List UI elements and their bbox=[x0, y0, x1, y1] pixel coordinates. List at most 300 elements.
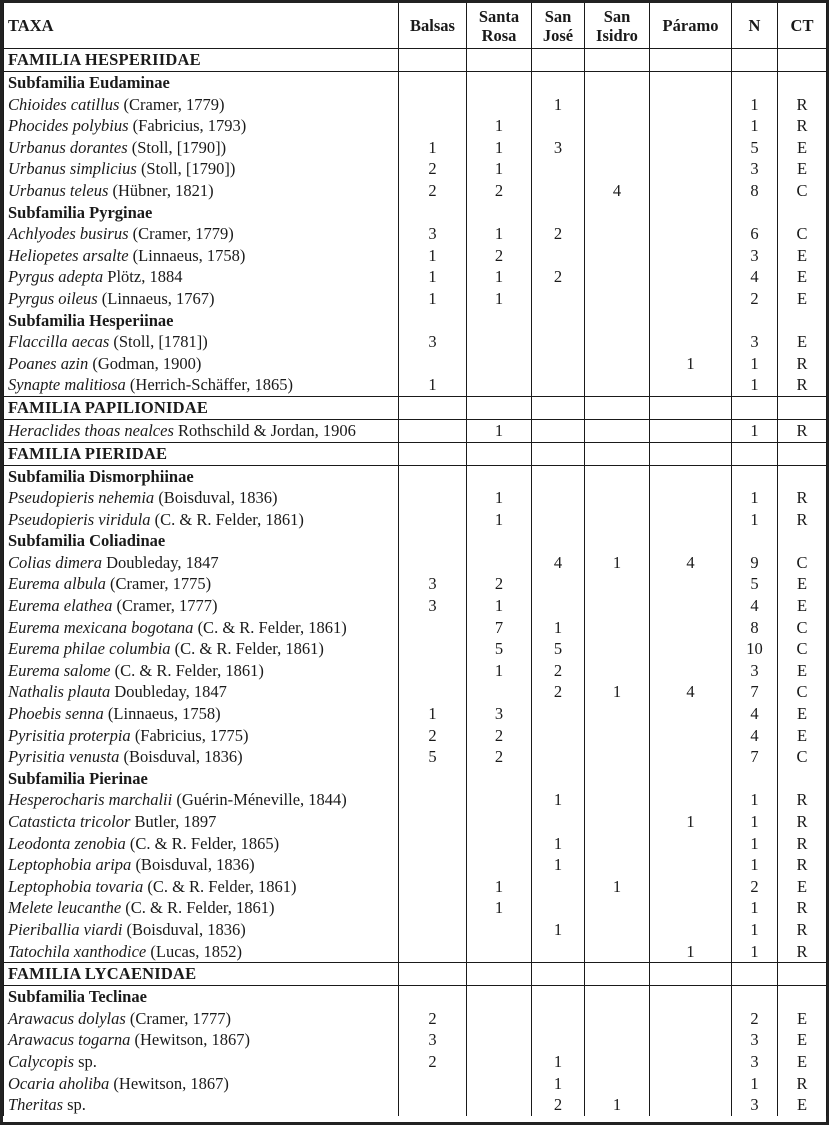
species-name bbox=[4, 1029, 399, 1051]
cell-balsas bbox=[399, 789, 467, 811]
species-binomial: Arawacus dolylas bbox=[8, 1008, 126, 1028]
cell-ct: E bbox=[778, 331, 827, 353]
species-binomial: Arawacus togarna bbox=[8, 1030, 131, 1050]
subfamily-name: Subfamilia Pyrginae bbox=[4, 202, 399, 224]
cell-ct: R bbox=[778, 1073, 827, 1095]
cell-san-jose bbox=[532, 703, 585, 725]
species-binomial: Urbanus dorantes bbox=[8, 137, 128, 157]
species-name bbox=[4, 419, 399, 442]
cell-san-isidro bbox=[585, 789, 650, 811]
cell-balsas: 2 bbox=[399, 158, 467, 180]
species-row bbox=[4, 115, 827, 137]
species-table-frame bbox=[3, 3, 826, 1122]
species-name bbox=[4, 158, 399, 180]
cell-paramo bbox=[650, 1094, 732, 1116]
species-binomial: Eurema mexicana bogotana bbox=[8, 617, 194, 637]
cell-san-isidro bbox=[585, 72, 650, 94]
cell-balsas bbox=[399, 509, 467, 531]
header-san-isidro-line1: San bbox=[603, 6, 631, 26]
subfamily-row bbox=[4, 202, 827, 224]
family-name: FAMILIA PIERIDAE bbox=[4, 442, 399, 465]
cell-san-jose bbox=[532, 811, 585, 833]
cell-n: 7 bbox=[732, 681, 778, 703]
cell-balsas bbox=[399, 941, 467, 963]
cell-santa-rosa: 5 bbox=[467, 638, 532, 660]
species-name bbox=[4, 941, 399, 963]
cell-balsas bbox=[399, 1094, 467, 1116]
cell-san-jose bbox=[532, 331, 585, 353]
cell-balsas bbox=[399, 310, 467, 332]
cell-n: 4 bbox=[732, 595, 778, 617]
cell-paramo bbox=[650, 746, 732, 768]
cell-san-jose bbox=[532, 288, 585, 310]
cell-paramo bbox=[650, 509, 732, 531]
family-name: FAMILIA HESPERIIDAE bbox=[4, 49, 399, 72]
cell-san-jose: 2 bbox=[532, 681, 585, 703]
species-row bbox=[4, 245, 827, 267]
species-name bbox=[4, 1051, 399, 1073]
species-row bbox=[4, 509, 827, 531]
species-name bbox=[4, 638, 399, 660]
species-binomial: Leodonta zenobia bbox=[8, 833, 126, 853]
cell-san-jose bbox=[532, 202, 585, 224]
species-row bbox=[4, 419, 827, 442]
cell-paramo bbox=[650, 638, 732, 660]
cell-n: 3 bbox=[732, 1029, 778, 1051]
species-name bbox=[4, 266, 399, 288]
cell-paramo bbox=[650, 986, 732, 1008]
cell-ct: E bbox=[778, 660, 827, 682]
cell-paramo bbox=[650, 530, 732, 552]
species-name bbox=[4, 374, 399, 396]
species-name bbox=[4, 331, 399, 353]
cell-paramo bbox=[650, 573, 732, 595]
cell-paramo bbox=[650, 768, 732, 790]
species-author: (C. & R. Felder, 1865) bbox=[125, 833, 280, 853]
cell-ct: R bbox=[778, 854, 827, 876]
cell-paramo: 1 bbox=[650, 941, 732, 963]
species-binomial: Catasticta tricolor bbox=[8, 812, 131, 831]
species-row bbox=[4, 1051, 827, 1073]
cell-santa-rosa bbox=[467, 986, 532, 1008]
cell-ct: R bbox=[778, 94, 827, 116]
header-santa-rosa-line1: Santa bbox=[478, 6, 520, 26]
cell-n: 5 bbox=[732, 573, 778, 595]
cell-san-isidro bbox=[585, 49, 650, 72]
header-santa-rosa-line2: Rosa bbox=[481, 25, 517, 45]
species-author: (C. & R. Felder, 1861) bbox=[143, 876, 297, 896]
cell-santa-rosa bbox=[467, 963, 532, 986]
cell-santa-rosa bbox=[467, 768, 532, 790]
species-row bbox=[4, 789, 827, 811]
cell-san-isidro bbox=[585, 833, 650, 855]
cell-n: 1 bbox=[732, 509, 778, 531]
cell-n: 1 bbox=[732, 487, 778, 509]
cell-san-isidro bbox=[585, 746, 650, 768]
cell-san-isidro bbox=[585, 94, 650, 116]
cell-paramo bbox=[650, 919, 732, 941]
cell-paramo bbox=[650, 617, 732, 639]
cell-santa-rosa: 1 bbox=[467, 897, 532, 919]
cell-n: 1 bbox=[732, 811, 778, 833]
species-author: (Lucas, 1852) bbox=[146, 941, 243, 961]
species-name bbox=[4, 245, 399, 267]
species-author: (Stoll, [1790]) bbox=[127, 137, 227, 157]
cell-santa-rosa: 7 bbox=[467, 617, 532, 639]
cell-n bbox=[732, 442, 778, 465]
species-author: (Boisduval, 1836) bbox=[131, 855, 255, 875]
cell-balsas: 3 bbox=[399, 595, 467, 617]
cell-san-isidro: 1 bbox=[585, 681, 650, 703]
cell-ct: R bbox=[778, 919, 827, 941]
cell-santa-rosa: 1 bbox=[467, 487, 532, 509]
cell-san-jose bbox=[532, 353, 585, 375]
cell-n: 3 bbox=[732, 1051, 778, 1073]
cell-san-isidro bbox=[585, 1073, 650, 1095]
cell-n: 7 bbox=[732, 746, 778, 768]
species-binomial: Pyrisitia proterpia bbox=[8, 725, 131, 745]
species-name bbox=[4, 617, 399, 639]
cell-san-isidro bbox=[585, 331, 650, 353]
subfamily-name: Subfamilia Dismorphiinae bbox=[4, 465, 399, 487]
species-author: (Cramer, 1775) bbox=[105, 574, 212, 594]
family-row bbox=[4, 442, 827, 465]
cell-san-jose bbox=[532, 1029, 585, 1051]
cell-n: 1 bbox=[732, 897, 778, 919]
cell-ct: E bbox=[778, 158, 827, 180]
cell-n: 1 bbox=[732, 374, 778, 396]
species-row bbox=[4, 158, 827, 180]
cell-ct: E bbox=[778, 137, 827, 159]
cell-san-jose: 1 bbox=[532, 94, 585, 116]
cell-paramo: 1 bbox=[650, 811, 732, 833]
cell-n: 5 bbox=[732, 137, 778, 159]
cell-santa-rosa: 1 bbox=[467, 115, 532, 137]
cell-n: 1 bbox=[732, 353, 778, 375]
cell-paramo bbox=[650, 115, 732, 137]
cell-san-jose: 2 bbox=[532, 1094, 585, 1116]
species-author: (Stoll, [1781]) bbox=[109, 332, 208, 352]
cell-paramo bbox=[650, 487, 732, 509]
cell-san-isidro bbox=[585, 638, 650, 660]
cell-n: 6 bbox=[732, 223, 778, 245]
cell-santa-rosa: 2 bbox=[467, 573, 532, 595]
cell-san-jose bbox=[532, 986, 585, 1008]
species-binomial: Phoebis senna bbox=[8, 704, 104, 724]
cell-santa-rosa bbox=[467, 374, 532, 396]
subfamily-row bbox=[4, 310, 827, 332]
cell-paramo bbox=[650, 310, 732, 332]
cell-san-jose bbox=[532, 509, 585, 531]
species-author: sp. bbox=[63, 1095, 86, 1115]
cell-san-jose: 1 bbox=[532, 833, 585, 855]
species-binomial: Pyrgus adepta bbox=[8, 267, 104, 287]
cell-ct: R bbox=[778, 115, 827, 137]
header-san-isidro-line2: Isidro bbox=[596, 25, 638, 45]
cell-ct: E bbox=[778, 876, 827, 898]
cell-santa-rosa: 3 bbox=[467, 703, 532, 725]
cell-paramo bbox=[650, 94, 732, 116]
family-row bbox=[4, 49, 827, 72]
cell-ct: E bbox=[778, 573, 827, 595]
cell-san-jose bbox=[532, 72, 585, 94]
cell-ct bbox=[778, 72, 827, 94]
cell-paramo bbox=[650, 331, 732, 353]
species-row bbox=[4, 746, 827, 768]
cell-n bbox=[732, 768, 778, 790]
cell-n: 3 bbox=[732, 331, 778, 353]
species-author: (Boisduval, 1836) bbox=[154, 488, 278, 508]
cell-ct: E bbox=[778, 288, 827, 310]
cell-balsas: 3 bbox=[399, 1029, 467, 1051]
cell-balsas bbox=[399, 681, 467, 703]
cell-balsas bbox=[399, 396, 467, 419]
cell-ct: R bbox=[778, 811, 827, 833]
cell-n: 1 bbox=[732, 919, 778, 941]
cell-paramo bbox=[650, 396, 732, 419]
cell-paramo bbox=[650, 49, 732, 72]
cell-balsas bbox=[399, 963, 467, 986]
cell-n bbox=[732, 986, 778, 1008]
species-binomial: Eurema elathea bbox=[8, 596, 113, 616]
cell-paramo bbox=[650, 72, 732, 94]
species-author: (Cramer, 1779) bbox=[119, 94, 225, 114]
cell-paramo bbox=[650, 703, 732, 725]
cell-san-jose bbox=[532, 530, 585, 552]
cell-balsas bbox=[399, 353, 467, 375]
cell-santa-rosa bbox=[467, 310, 532, 332]
cell-santa-rosa bbox=[467, 465, 532, 487]
species-name bbox=[4, 1094, 399, 1116]
cell-ct: E bbox=[778, 1094, 827, 1116]
species-row bbox=[4, 353, 827, 375]
cell-n: 8 bbox=[732, 617, 778, 639]
subfamily-name: Subfamilia Pierinae bbox=[4, 768, 399, 790]
species-author: (Linnaeus, 1758) bbox=[103, 704, 221, 724]
cell-paramo bbox=[650, 725, 732, 747]
cell-ct bbox=[778, 310, 827, 332]
species-name bbox=[4, 115, 399, 137]
cell-ct: E bbox=[778, 703, 827, 725]
species-author: (Cramer, 1779) bbox=[128, 224, 234, 244]
header-santa-rosa bbox=[467, 3, 532, 49]
species-row bbox=[4, 681, 827, 703]
cell-san-jose: 1 bbox=[532, 617, 585, 639]
cell-paramo bbox=[650, 442, 732, 465]
species-binomial: Calycopis bbox=[8, 1051, 74, 1071]
cell-balsas bbox=[399, 811, 467, 833]
cell-balsas bbox=[399, 115, 467, 137]
cell-n bbox=[732, 465, 778, 487]
cell-santa-rosa: 2 bbox=[467, 746, 532, 768]
cell-n: 4 bbox=[732, 725, 778, 747]
cell-san-isidro bbox=[585, 1029, 650, 1051]
cell-san-isidro bbox=[585, 487, 650, 509]
cell-balsas bbox=[399, 897, 467, 919]
cell-san-jose: 2 bbox=[532, 266, 585, 288]
cell-san-isidro bbox=[585, 530, 650, 552]
family-row bbox=[4, 396, 827, 419]
species-author: (Fabricius, 1775) bbox=[130, 725, 249, 745]
cell-santa-rosa bbox=[467, 1094, 532, 1116]
cell-santa-rosa bbox=[467, 49, 532, 72]
species-name bbox=[4, 1008, 399, 1030]
cell-ct: C bbox=[778, 223, 827, 245]
cell-ct: R bbox=[778, 509, 827, 531]
species-author: (C. & R. Felder, 1861) bbox=[110, 660, 264, 680]
species-name bbox=[4, 552, 399, 574]
cell-santa-rosa bbox=[467, 202, 532, 224]
cell-ct bbox=[778, 986, 827, 1008]
cell-n: 9 bbox=[732, 552, 778, 574]
cell-balsas: 2 bbox=[399, 1051, 467, 1073]
cell-paramo bbox=[650, 158, 732, 180]
cell-balsas: 1 bbox=[399, 137, 467, 159]
cell-san-isidro bbox=[585, 595, 650, 617]
species-row bbox=[4, 617, 827, 639]
cell-paramo: 1 bbox=[650, 353, 732, 375]
species-author: (C. & R. Felder, 1861) bbox=[150, 509, 304, 529]
cell-ct: E bbox=[778, 266, 827, 288]
cell-san-isidro bbox=[585, 288, 650, 310]
cell-ct: C bbox=[778, 180, 827, 202]
cell-san-isidro bbox=[585, 310, 650, 332]
species-author: sp. bbox=[74, 1051, 97, 1071]
header-san-jose-line2: José bbox=[542, 25, 574, 45]
species-row bbox=[4, 573, 827, 595]
cell-n: 1 bbox=[732, 854, 778, 876]
cell-san-jose bbox=[532, 396, 585, 419]
species-author: (Linnaeus, 1767) bbox=[97, 288, 215, 308]
cell-balsas bbox=[399, 919, 467, 941]
species-name bbox=[4, 789, 399, 811]
cell-san-jose bbox=[532, 115, 585, 137]
species-binomial: Pyrgus oileus bbox=[8, 288, 98, 308]
species-author: (Hübner, 1821) bbox=[108, 180, 214, 200]
cell-san-isidro: 4 bbox=[585, 180, 650, 202]
cell-ct bbox=[778, 202, 827, 224]
species-binomial: Melete leucanthe bbox=[8, 898, 122, 918]
cell-balsas: 2 bbox=[399, 725, 467, 747]
cell-ct: R bbox=[778, 789, 827, 811]
cell-santa-rosa bbox=[467, 353, 532, 375]
species-binomial: Synapte malitiosa bbox=[8, 375, 126, 395]
species-author: (Guérin-Méneville, 1844) bbox=[172, 790, 347, 810]
cell-ct: E bbox=[778, 245, 827, 267]
cell-san-jose bbox=[532, 310, 585, 332]
cell-ct bbox=[778, 768, 827, 790]
cell-ct: C bbox=[778, 638, 827, 660]
header-san-jose bbox=[532, 3, 585, 49]
cell-n bbox=[732, 396, 778, 419]
species-binomial: Pieriballia viardi bbox=[8, 919, 123, 939]
cell-san-jose bbox=[532, 245, 585, 267]
cell-san-isidro bbox=[585, 202, 650, 224]
cell-san-jose bbox=[532, 374, 585, 396]
cell-san-isidro bbox=[585, 1051, 650, 1073]
cell-n: 1 bbox=[732, 115, 778, 137]
cell-paramo bbox=[650, 1029, 732, 1051]
cell-ct: C bbox=[778, 552, 827, 574]
cell-balsas bbox=[399, 487, 467, 509]
cell-san-jose bbox=[532, 465, 585, 487]
species-binomial: Hesperocharis marchalii bbox=[8, 790, 173, 810]
species-name bbox=[4, 725, 399, 747]
cell-paramo bbox=[650, 223, 732, 245]
header-taxa: TAXA bbox=[4, 3, 399, 49]
cell-santa-rosa: 1 bbox=[467, 419, 532, 442]
cell-san-isidro bbox=[585, 986, 650, 1008]
cell-n: 1 bbox=[732, 789, 778, 811]
subfamily-name: Subfamilia Eudaminae bbox=[4, 72, 399, 94]
species-binomial: Pseudopieris viridula bbox=[8, 509, 151, 529]
cell-san-isidro: 1 bbox=[585, 552, 650, 574]
cell-santa-rosa bbox=[467, 854, 532, 876]
cell-santa-rosa bbox=[467, 789, 532, 811]
cell-balsas bbox=[399, 768, 467, 790]
species-row bbox=[4, 897, 827, 919]
species-table bbox=[3, 3, 827, 1116]
species-name bbox=[4, 94, 399, 116]
header-balsas: Balsas bbox=[399, 3, 467, 49]
species-row bbox=[4, 1073, 827, 1095]
species-name bbox=[4, 180, 399, 202]
species-author: (C. & R. Felder, 1861) bbox=[170, 639, 324, 659]
species-row bbox=[4, 552, 827, 574]
cell-balsas bbox=[399, 419, 467, 442]
cell-balsas bbox=[399, 986, 467, 1008]
cell-n: 2 bbox=[732, 288, 778, 310]
cell-ct bbox=[778, 465, 827, 487]
cell-san-jose bbox=[532, 573, 585, 595]
cell-balsas bbox=[399, 202, 467, 224]
species-row bbox=[4, 1008, 827, 1030]
cell-san-isidro bbox=[585, 223, 650, 245]
subfamily-row bbox=[4, 72, 827, 94]
species-name bbox=[4, 137, 399, 159]
species-name bbox=[4, 595, 399, 617]
cell-san-jose bbox=[532, 595, 585, 617]
species-row bbox=[4, 374, 827, 396]
species-binomial: Pyrisitia venusta bbox=[8, 747, 120, 767]
cell-paramo bbox=[650, 963, 732, 986]
cell-balsas bbox=[399, 49, 467, 72]
cell-ct bbox=[778, 963, 827, 986]
cell-paramo bbox=[650, 595, 732, 617]
cell-n: 8 bbox=[732, 180, 778, 202]
species-author: (Godman, 1900) bbox=[88, 353, 202, 373]
species-binomial: Eurema philae columbia bbox=[8, 639, 171, 659]
cell-paramo bbox=[650, 833, 732, 855]
cell-paramo: 4 bbox=[650, 552, 732, 574]
species-row bbox=[4, 595, 827, 617]
species-binomial: Nathalis plauta bbox=[8, 682, 111, 702]
cell-san-isidro bbox=[585, 266, 650, 288]
cell-san-jose: 3 bbox=[532, 137, 585, 159]
cell-balsas bbox=[399, 617, 467, 639]
cell-san-isidro bbox=[585, 963, 650, 986]
cell-ct: C bbox=[778, 617, 827, 639]
species-author: (Cramer, 1777) bbox=[125, 1008, 231, 1028]
cell-san-jose bbox=[532, 746, 585, 768]
family-name: FAMILIA LYCAENIDAE bbox=[4, 963, 399, 986]
species-row bbox=[4, 638, 827, 660]
family-row bbox=[4, 963, 827, 986]
cell-n: 10 bbox=[732, 638, 778, 660]
cell-n: 2 bbox=[732, 1008, 778, 1030]
cell-paramo bbox=[650, 202, 732, 224]
cell-san-isidro bbox=[585, 419, 650, 442]
